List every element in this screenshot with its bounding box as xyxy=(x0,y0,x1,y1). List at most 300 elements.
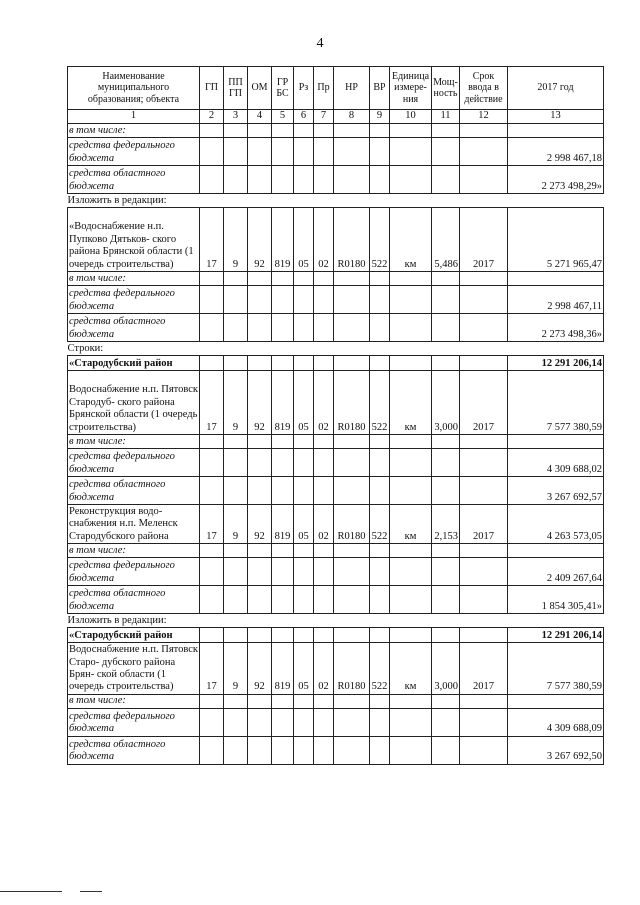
cell-nr xyxy=(334,544,370,558)
funding-row xyxy=(68,586,604,614)
cell-pr: 02 xyxy=(314,371,334,435)
cell-gp xyxy=(200,435,224,449)
cell-term xyxy=(460,477,508,505)
cell-term xyxy=(460,286,508,314)
row-name: Водоснабжение н.п. Пятовск Старо- дубского района Брян- ской области (1 очередь строительства) xyxy=(69,644,199,693)
cell-2017-value: 4 263 573,05 xyxy=(508,505,604,544)
cell-om xyxy=(248,272,272,286)
cell-vr xyxy=(370,124,390,138)
cell-power: 3,000 xyxy=(432,643,460,695)
cell-nr xyxy=(334,272,370,286)
cell-vr: 522 xyxy=(370,643,390,695)
funding-row xyxy=(68,694,604,708)
cell-nr xyxy=(334,435,370,449)
funding-row xyxy=(68,138,604,166)
cell-vr: 522 xyxy=(370,371,390,435)
object-row xyxy=(68,208,604,272)
cell-ppgp xyxy=(224,286,248,314)
cell-pr xyxy=(314,477,334,505)
header-unit: Единица измере- ния xyxy=(390,67,432,110)
cell-2017-value: 3 267 692,50 xyxy=(508,736,604,764)
cell-term xyxy=(460,708,508,736)
cell-om xyxy=(248,628,272,643)
cell-term xyxy=(460,694,508,708)
cell-term: 2017 xyxy=(460,371,508,435)
cell-unit xyxy=(390,166,432,194)
cell-gp xyxy=(200,544,224,558)
cell-ppgp: 9 xyxy=(224,371,248,435)
cell-unit xyxy=(390,736,432,764)
cell-rz xyxy=(294,314,314,342)
cell-unit xyxy=(390,435,432,449)
cell-om xyxy=(248,736,272,764)
cell-rz xyxy=(294,356,314,371)
cell-om: 92 xyxy=(248,505,272,544)
cell-power: 3,000 xyxy=(432,371,460,435)
row-name: Водоснабжение н.п. Пятовск Стародуб- ского района Брянской области (1 очередь строительства) xyxy=(68,371,200,435)
cell-rz: 05 xyxy=(294,643,314,695)
cell-nr: R0180 xyxy=(334,505,370,544)
cell-grbs xyxy=(272,272,294,286)
funding-row xyxy=(68,449,604,477)
cell-pr xyxy=(314,558,334,586)
column-number: 1 xyxy=(68,110,200,124)
cell-grbs: 819 xyxy=(272,643,294,695)
cell-ppgp xyxy=(224,314,248,342)
funding-row xyxy=(68,477,604,505)
row-name: средства областного бюджета xyxy=(68,314,200,342)
header-vr: ВР xyxy=(370,67,390,110)
column-number: 13 xyxy=(508,110,604,124)
cell-nr xyxy=(334,694,370,708)
cell-unit: км xyxy=(390,643,432,695)
cell-unit xyxy=(390,628,432,643)
cell-grbs xyxy=(272,477,294,505)
cell-term xyxy=(460,628,508,643)
cell-power: 2,153 xyxy=(432,505,460,544)
cell-om xyxy=(248,286,272,314)
cell-rz xyxy=(294,558,314,586)
cell-term xyxy=(460,435,508,449)
cell-nr xyxy=(334,356,370,371)
page-number: 4 xyxy=(316,36,324,51)
cell-pr: 02 xyxy=(314,505,334,544)
row-name: средства федерального бюджета xyxy=(68,449,200,477)
cell-nr xyxy=(334,708,370,736)
cell-rz xyxy=(294,586,314,614)
cell-pr xyxy=(314,138,334,166)
cell-vr xyxy=(370,708,390,736)
funding-row xyxy=(68,558,604,586)
column-number: 7 xyxy=(314,110,334,124)
cell-ppgp xyxy=(224,356,248,371)
cell-term xyxy=(460,166,508,194)
column-number: 3 xyxy=(224,110,248,124)
cell-grbs xyxy=(272,286,294,314)
cell-vr xyxy=(370,477,390,505)
cell-pr xyxy=(314,272,334,286)
cell-2017-value: 3 267 692,57 xyxy=(508,477,604,505)
cell-2017-value xyxy=(508,435,604,449)
cell-grbs xyxy=(272,586,294,614)
cell-pr xyxy=(314,736,334,764)
cell-pr xyxy=(314,356,334,371)
cell-2017-value: 12 291 206,14 xyxy=(508,628,604,643)
cell-term xyxy=(460,449,508,477)
instruction-text: Изложить в редакции: xyxy=(68,614,604,628)
header-2017: 2017 год xyxy=(508,67,604,110)
cell-pr xyxy=(314,708,334,736)
column-number: 10 xyxy=(390,110,432,124)
cell-gp xyxy=(200,477,224,505)
instruction-text: Строки: xyxy=(68,342,604,356)
cell-term xyxy=(460,314,508,342)
cell-vr xyxy=(370,314,390,342)
cell-grbs: 819 xyxy=(272,505,294,544)
cell-gp: 17 xyxy=(200,371,224,435)
cell-nr xyxy=(334,449,370,477)
instruction-row xyxy=(68,614,604,628)
cell-nr xyxy=(334,736,370,764)
cell-power xyxy=(432,272,460,286)
row-name: в том числе: xyxy=(68,694,200,708)
cell-power xyxy=(432,477,460,505)
row-name: средства областного бюджета xyxy=(68,166,200,194)
cell-gp xyxy=(200,272,224,286)
funding-row xyxy=(68,166,604,194)
cell-om xyxy=(248,708,272,736)
header-rz: Рз xyxy=(294,67,314,110)
cell-om xyxy=(248,435,272,449)
cell-om xyxy=(248,314,272,342)
row-name: «Стародубский район xyxy=(68,628,200,643)
cell-nr xyxy=(334,166,370,194)
funding-row xyxy=(68,544,604,558)
cell-rz xyxy=(294,694,314,708)
cell-om xyxy=(248,166,272,194)
cell-gp xyxy=(200,628,224,643)
cell-power: 5,486 xyxy=(432,208,460,272)
cell-vr xyxy=(370,138,390,166)
cell-om xyxy=(248,124,272,138)
cell-rz xyxy=(294,477,314,505)
cell-gp xyxy=(200,736,224,764)
cell-unit xyxy=(390,314,432,342)
cell-term: 2017 xyxy=(460,643,508,695)
cell-power xyxy=(432,166,460,194)
cell-vr xyxy=(370,449,390,477)
cell-ppgp: 9 xyxy=(224,505,248,544)
cell-ppgp: 9 xyxy=(224,643,248,695)
cell-rz xyxy=(294,272,314,286)
cell-nr xyxy=(334,558,370,586)
cell-2017-value xyxy=(508,544,604,558)
funding-row xyxy=(68,435,604,449)
cell-ppgp xyxy=(224,736,248,764)
cell-nr xyxy=(334,286,370,314)
row-name: средства областного бюджета xyxy=(68,477,200,505)
cell-power xyxy=(432,286,460,314)
cell-power xyxy=(432,558,460,586)
header-term: Срок ввода в действие xyxy=(460,67,508,110)
cell-vr xyxy=(370,544,390,558)
cell-gp xyxy=(200,286,224,314)
cell-unit xyxy=(390,558,432,586)
cell-gp xyxy=(200,138,224,166)
cell-unit: км xyxy=(390,371,432,435)
cell-vr xyxy=(370,286,390,314)
funding-row xyxy=(68,286,604,314)
cell-2017-value: 7 577 380,59 xyxy=(508,643,604,695)
cell-gp xyxy=(200,166,224,194)
cell-om xyxy=(248,558,272,586)
cell-nr xyxy=(334,628,370,643)
cell-grbs xyxy=(272,558,294,586)
cell-nr xyxy=(334,314,370,342)
cell-pr xyxy=(314,586,334,614)
cell-gp: 17 xyxy=(200,505,224,544)
cell-ppgp xyxy=(224,544,248,558)
funding-row xyxy=(68,736,604,764)
funding-row xyxy=(68,708,604,736)
cell-power xyxy=(432,435,460,449)
cell-rz: 05 xyxy=(294,505,314,544)
cell-unit xyxy=(390,586,432,614)
cell-unit xyxy=(390,272,432,286)
cell-gp: 17 xyxy=(200,643,224,695)
cell-gp xyxy=(200,314,224,342)
row-name: средства федерального бюджета xyxy=(68,558,200,586)
cell-vr xyxy=(370,356,390,371)
cell-gp xyxy=(200,694,224,708)
column-number: 11 xyxy=(432,110,460,124)
cell-vr xyxy=(370,558,390,586)
cell-grbs xyxy=(272,694,294,708)
cell-grbs xyxy=(272,138,294,166)
row-name: средства областного бюджета xyxy=(68,586,200,614)
cell-gp xyxy=(200,356,224,371)
column-number: 8 xyxy=(334,110,370,124)
cell-unit xyxy=(390,138,432,166)
cell-grbs xyxy=(272,124,294,138)
cell-rz xyxy=(294,449,314,477)
cell-ppgp xyxy=(224,272,248,286)
header-ppgp: ПП ГП xyxy=(224,67,248,110)
cell-ppgp xyxy=(224,708,248,736)
cell-power xyxy=(432,736,460,764)
cell-nr xyxy=(334,124,370,138)
cell-pr xyxy=(314,314,334,342)
header-nr: НР xyxy=(334,67,370,110)
cell-2017-value: 5 271 965,47 xyxy=(508,208,604,272)
funding-row xyxy=(68,314,604,342)
cell-unit xyxy=(390,124,432,138)
funding-row xyxy=(68,124,604,138)
budget-table xyxy=(67,66,604,765)
object-row xyxy=(68,643,604,695)
row-name: в том числе: xyxy=(68,124,200,138)
cell-pr xyxy=(314,628,334,643)
cell-power xyxy=(432,138,460,166)
header-pr: Пр xyxy=(314,67,334,110)
cell-ppgp xyxy=(224,586,248,614)
cell-power xyxy=(432,628,460,643)
cell-ppgp xyxy=(224,166,248,194)
cell-gp xyxy=(200,708,224,736)
cell-2017-value: 4 309 688,02 xyxy=(508,449,604,477)
cell-pr xyxy=(314,435,334,449)
cell-unit xyxy=(390,477,432,505)
cell-pr xyxy=(314,544,334,558)
cell-grbs xyxy=(272,736,294,764)
cell-term xyxy=(460,356,508,371)
cell-vr xyxy=(370,435,390,449)
cell-2017-value xyxy=(508,272,604,286)
object-row xyxy=(68,505,604,544)
cell-om xyxy=(248,586,272,614)
cell-term xyxy=(460,736,508,764)
header-om: ОМ xyxy=(248,67,272,110)
cell-om xyxy=(248,449,272,477)
cell-om xyxy=(248,544,272,558)
cell-unit: км xyxy=(390,505,432,544)
cell-rz xyxy=(294,435,314,449)
cell-rz xyxy=(294,166,314,194)
row-name: в том числе: xyxy=(68,544,200,558)
cell-om xyxy=(248,138,272,166)
cell-2017-value: 2 409 267,64 xyxy=(508,558,604,586)
cell-term xyxy=(460,124,508,138)
cell-vr: 522 xyxy=(370,208,390,272)
cell-nr xyxy=(334,138,370,166)
cell-gp xyxy=(200,124,224,138)
cell-2017-value xyxy=(508,124,604,138)
cell-2017-value: 4 309 688,09 xyxy=(508,708,604,736)
cell-nr: R0180 xyxy=(334,208,370,272)
cell-pr: 02 xyxy=(314,643,334,695)
column-number-row xyxy=(68,110,604,124)
footer-line xyxy=(80,891,102,892)
cell-rz xyxy=(294,708,314,736)
cell-vr xyxy=(370,736,390,764)
cell-vr xyxy=(370,272,390,286)
cell-nr xyxy=(334,586,370,614)
column-number: 2 xyxy=(200,110,224,124)
cell-grbs xyxy=(272,314,294,342)
instruction-row xyxy=(68,194,604,208)
cell-rz: 05 xyxy=(294,208,314,272)
cell-nr: R0180 xyxy=(334,643,370,695)
cell-ppgp: 9 xyxy=(224,208,248,272)
cell-2017-value xyxy=(508,694,604,708)
cell-2017-value: 2 273 498,36» xyxy=(508,314,604,342)
cell-gp xyxy=(200,558,224,586)
cell-2017-value: 2 998 467,11 xyxy=(508,286,604,314)
cell-term xyxy=(460,272,508,286)
cell-power xyxy=(432,708,460,736)
cell-rz xyxy=(294,286,314,314)
cell-unit xyxy=(390,356,432,371)
cell-2017-value: 12 291 206,14 xyxy=(508,356,604,371)
row-name: средства областного бюджета xyxy=(68,736,200,764)
funding-row xyxy=(68,272,604,286)
cell-rz xyxy=(294,628,314,643)
header-gp: ГП xyxy=(200,67,224,110)
header-row xyxy=(68,67,604,110)
cell-grbs xyxy=(272,356,294,371)
header-power: Мощ- ность xyxy=(432,67,460,110)
row-name: «Водоснабжение н.п. Пупково Дятьков- ского района Брянской области (1 очередь строительства) xyxy=(68,208,200,272)
cell-2017-value: 2 998 467,18 xyxy=(508,138,604,166)
cell-gp xyxy=(200,586,224,614)
cell-unit xyxy=(390,544,432,558)
object-row xyxy=(68,371,604,435)
cell-grbs xyxy=(272,435,294,449)
cell-pr xyxy=(314,449,334,477)
district-row xyxy=(68,356,604,371)
row-name: средства федерального бюджета xyxy=(68,138,200,166)
cell-pr xyxy=(314,124,334,138)
cell-power xyxy=(432,544,460,558)
cell-unit: км xyxy=(390,208,432,272)
cell-pr xyxy=(314,166,334,194)
cell-ppgp xyxy=(224,477,248,505)
cell-rz: 05 xyxy=(294,371,314,435)
cell-ppgp xyxy=(224,628,248,643)
instruction-row xyxy=(68,342,604,356)
row-name: Реконструкция водо- снабжения н.п. Меленск Стародубского района xyxy=(68,505,200,544)
header-grbs: ГР БС xyxy=(272,67,294,110)
district-row xyxy=(68,628,604,643)
row-name: средства федерального бюджета xyxy=(68,708,200,736)
cell-rz xyxy=(294,544,314,558)
row-name: в том числе: xyxy=(68,272,200,286)
cell-om: 92 xyxy=(248,208,272,272)
cell-nr xyxy=(334,477,370,505)
cell-grbs xyxy=(272,166,294,194)
cell-rz xyxy=(294,736,314,764)
cell-power xyxy=(432,449,460,477)
cell-om: 92 xyxy=(248,371,272,435)
cell-ppgp xyxy=(224,124,248,138)
cell-power xyxy=(432,314,460,342)
cell-ppgp xyxy=(224,558,248,586)
cell-vr xyxy=(370,694,390,708)
cell-term xyxy=(460,544,508,558)
cell-nr: R0180 xyxy=(334,371,370,435)
column-number: 6 xyxy=(294,110,314,124)
cell-term: 2017 xyxy=(460,505,508,544)
column-number: 5 xyxy=(272,110,294,124)
cell-om: 92 xyxy=(248,643,272,695)
cell-vr xyxy=(370,586,390,614)
column-number: 12 xyxy=(460,110,508,124)
cell-unit xyxy=(390,708,432,736)
cell-2017-value: 1 854 305,41» xyxy=(508,586,604,614)
cell-om xyxy=(248,356,272,371)
cell-om xyxy=(248,477,272,505)
cell-unit xyxy=(390,449,432,477)
footer-line xyxy=(0,891,62,892)
column-number: 9 xyxy=(370,110,390,124)
cell-grbs xyxy=(272,544,294,558)
cell-ppgp xyxy=(224,138,248,166)
cell-rz xyxy=(294,138,314,166)
cell-om xyxy=(248,694,272,708)
cell-grbs xyxy=(272,708,294,736)
cell-grbs xyxy=(272,449,294,477)
row-name: «Стародубский район xyxy=(68,356,200,371)
